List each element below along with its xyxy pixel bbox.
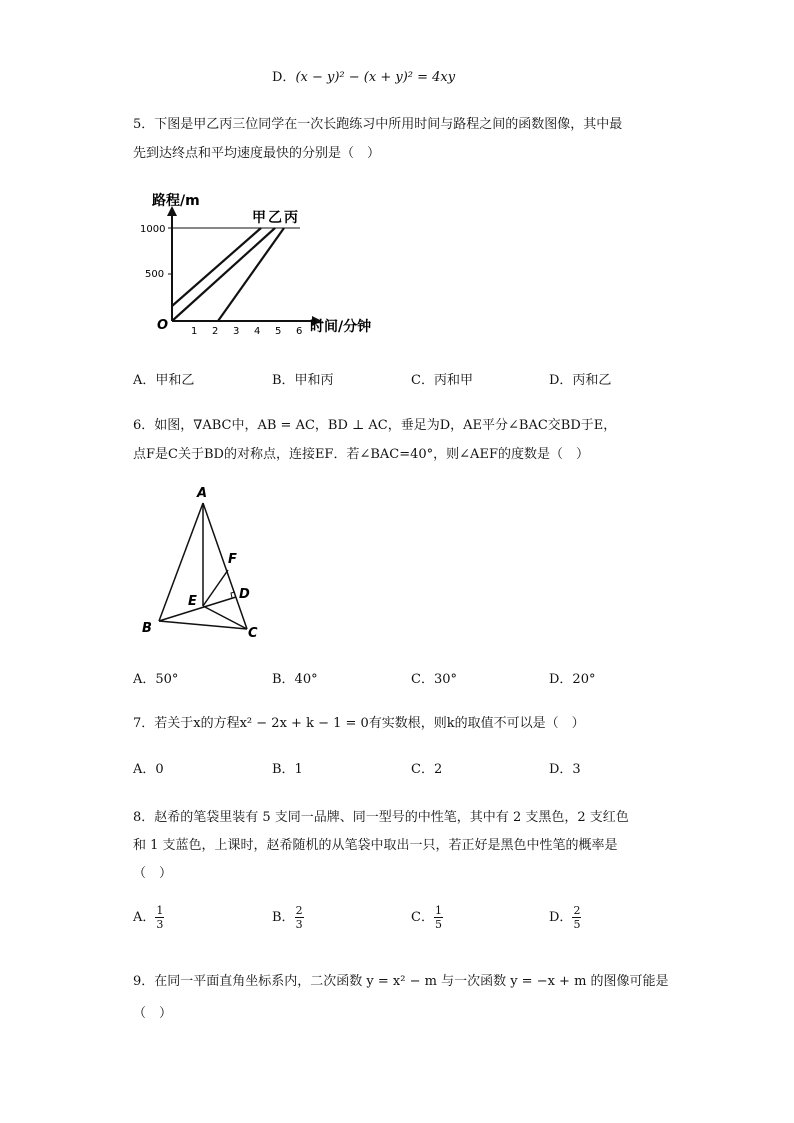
q5-graph bbox=[130, 188, 390, 338]
x-tick-1: 1 bbox=[191, 326, 198, 337]
q9-stem-line2: （ ） bbox=[133, 1006, 173, 1021]
fraction: $\frac{1}{3}$ bbox=[156, 904, 164, 931]
x-axis-label: 时间/分钟 bbox=[310, 319, 372, 335]
q7-option-b: B．1 bbox=[272, 762, 303, 777]
q7-option-a: A．0 bbox=[133, 762, 164, 777]
fraction: $\frac{2}{3}$ bbox=[295, 904, 303, 931]
y-tick-500: 500 bbox=[145, 269, 165, 280]
q6-stem-line2: 点F是C关于BD的对称点，连接EF．若∠BAC=40°，则∠AEF的度数是（ ） bbox=[133, 447, 589, 462]
q5-option-d: D．丙和乙 bbox=[549, 373, 612, 388]
label-f: F bbox=[228, 552, 237, 567]
q8-option-c: C． $\frac{1}{5}$ bbox=[411, 904, 442, 931]
q5-option-b: B．甲和丙 bbox=[272, 373, 334, 388]
q8-stem-line2: 和 1 支蓝色，上课时，赵希随机的从笔袋中取出一只，若正好是黑色中性笔的概率是 bbox=[133, 838, 618, 853]
label-e: E bbox=[188, 594, 197, 609]
q5-option-c: C．丙和甲 bbox=[411, 373, 473, 388]
series-label-yi: 乙 bbox=[268, 210, 282, 226]
q6-option-d: D．20° bbox=[549, 672, 596, 687]
q6-option-b: B．40° bbox=[272, 672, 318, 687]
q5-option-a: A．甲和乙 bbox=[133, 373, 195, 388]
q9-stem-line1: 9．在同一平面直角坐标系内，二次函数 y = x² − m 与一次函数 y = −x + m 的图像可能是 bbox=[133, 974, 669, 989]
q4-option-d-label: D． bbox=[272, 70, 296, 85]
series-yi-line bbox=[172, 228, 275, 321]
series-label-bing: 丙 bbox=[284, 210, 298, 226]
q7-stem: 7．若关于x的方程x² − 2x + k − 1 = 0有实数根，则k的取值不可以是（ ） bbox=[133, 716, 585, 731]
y-tick-1000: 1000 bbox=[140, 224, 166, 235]
series-bing-line bbox=[218, 228, 284, 321]
q7-option-c: C．2 bbox=[411, 762, 443, 777]
q8-stem-line1: 8．赵希的笔袋里装有 5 支同一品牌、同一型号的中性笔，其中有 2 支黑色，2 支红色 bbox=[133, 810, 629, 825]
q8-stem-line3: （ ） bbox=[133, 866, 173, 881]
q6-figure bbox=[135, 482, 275, 642]
q7-option-d: D．3 bbox=[549, 762, 581, 777]
fraction: $\frac{2}{5}$ bbox=[573, 904, 581, 931]
series-jia-line bbox=[172, 228, 261, 306]
x-tick-3: 3 bbox=[233, 326, 240, 337]
x-tick-4: 4 bbox=[254, 326, 261, 337]
origin-label: O bbox=[157, 318, 169, 333]
y-axis-label: 路程/m bbox=[152, 193, 200, 209]
fraction: $\frac{1}{5}$ bbox=[434, 904, 442, 931]
q8-option-a: A． $\frac{1}{3}$ bbox=[133, 904, 164, 931]
q4-option-d bbox=[272, 66, 455, 85]
q5-stem-line2: 先到达终点和平均速度最快的分别是（ ） bbox=[133, 146, 381, 161]
q6-stem-line1: 6．如图，∇ABC中，AB = AC，BD ⊥ AC，垂足为D，AE平分∠BAC交BD于E， bbox=[133, 418, 617, 433]
label-d: D bbox=[239, 587, 250, 602]
series-label-jia: 甲 bbox=[252, 210, 266, 226]
label-a: A bbox=[197, 486, 208, 501]
q6-option-c: C．30° bbox=[411, 672, 457, 687]
label-b: B bbox=[142, 621, 152, 636]
q6-option-a: A．50° bbox=[133, 672, 179, 687]
q4-option-d-expr: (x − y)² − (x + y)² = 4xy bbox=[295, 70, 456, 85]
q8-option-b: B． $\frac{2}{3}$ bbox=[272, 904, 303, 931]
x-tick-6: 6 bbox=[296, 326, 303, 337]
label-c: C bbox=[248, 626, 258, 641]
q5-stem-line1: 5．下图是甲乙丙三位同学在一次长跑练习中所用时间与路程之间的函数图像，其中最 bbox=[133, 117, 623, 132]
x-tick-2: 2 bbox=[212, 326, 219, 337]
x-tick-5: 5 bbox=[275, 326, 282, 337]
q8-option-d: D． $\frac{2}{5}$ bbox=[549, 904, 581, 931]
